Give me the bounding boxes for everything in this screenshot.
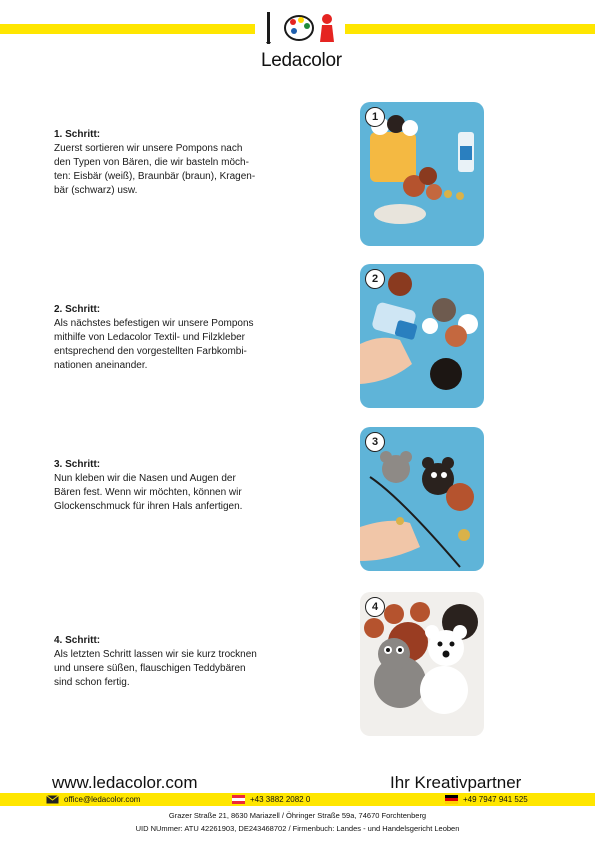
step-4-line: und unsere süßen, flauschigen Teddybären <box>54 663 246 674</box>
figure-icon <box>320 14 334 42</box>
step-1-line: ten: Eisbär (weiß), Braunbär (braun), Kragen- <box>54 171 256 182</box>
phone-germany-text: +49 7947 941 525 <box>463 795 528 804</box>
step-4-line: sind schon fertig. <box>54 677 130 688</box>
step-4-photo <box>360 592 484 736</box>
logo-icons <box>261 12 341 44</box>
step-1-title: 1. Schritt: <box>54 129 101 140</box>
step-3-line: Nun kleben wir die Nasen und Augen der <box>54 473 236 484</box>
step-3-photo <box>360 427 484 571</box>
brush-icon <box>266 12 271 44</box>
brand-name: Ledacolor <box>261 50 342 71</box>
step-2-line: entsprechend den vorgestellten Farbkombi- <box>54 346 247 357</box>
step-3-title: 3. Schritt: <box>54 459 101 470</box>
envelope-icon <box>46 795 59 804</box>
step-1-line: bär (schwarz) usw. <box>54 185 138 196</box>
step-4-line: Als letzten Schritt lassen wir sie kurz trocknen <box>54 649 257 660</box>
step-1-photo <box>360 102 484 246</box>
step-2-text <box>54 303 284 373</box>
step-1-badge: 1 <box>365 107 385 127</box>
phone-germany[interactable] <box>445 794 528 806</box>
step-3-badge: 3 <box>365 432 385 452</box>
step-3-line: Bären fest. Wenn wir möchten, können wir <box>54 487 242 498</box>
step-4-text <box>54 634 284 690</box>
email-text: office@ledacolor.com <box>64 795 141 804</box>
company-legal: UID NUmmer: ATU 42261903, DE243468702 / Firmenbuch: Landes - und Handelsgericht Leoben <box>135 824 460 833</box>
step-2-line: nationen aneinander. <box>54 360 148 371</box>
step-4-title: 4. Schritt: <box>54 635 101 646</box>
step-2-line: Als nächstes befestigen wir unsere Pompons <box>54 318 254 329</box>
phone-austria-text: +43 3882 2082 0 <box>250 795 311 804</box>
brand-logo[interactable] <box>255 8 345 71</box>
step-1-line: den Typen von Bären, die wir basteln möch- <box>54 157 249 168</box>
website-link[interactable]: www.ledacolor.com <box>52 773 198 792</box>
email-contact[interactable] <box>46 794 140 806</box>
step-1-line: Zuerst sortieren wir unsere Pompons nach <box>54 143 243 154</box>
step-2-badge: 2 <box>365 269 385 289</box>
step-3-text <box>54 458 284 514</box>
step-2-photo <box>360 264 484 408</box>
company-address: Grazer Straße 21, 8630 Mariazell / Öhringer Straße 59a, 74670 Forchtenberg <box>168 811 427 820</box>
germany-flag-icon <box>445 795 458 804</box>
step-3-line: Glockenschmuck für ihren Hals anfertigen. <box>54 501 243 512</box>
step-2-title: 2. Schritt: <box>54 304 101 315</box>
austria-flag-icon <box>232 795 245 804</box>
footer-tagline: Ihr Kreativpartner <box>390 773 522 792</box>
step-2-line: mithilfe von Ledacolor Textil- und Filzkleber <box>54 332 246 343</box>
step-1-text <box>54 128 284 198</box>
palette-icon <box>285 16 313 40</box>
step-4-badge: 4 <box>365 597 385 617</box>
phone-austria[interactable] <box>232 794 310 806</box>
